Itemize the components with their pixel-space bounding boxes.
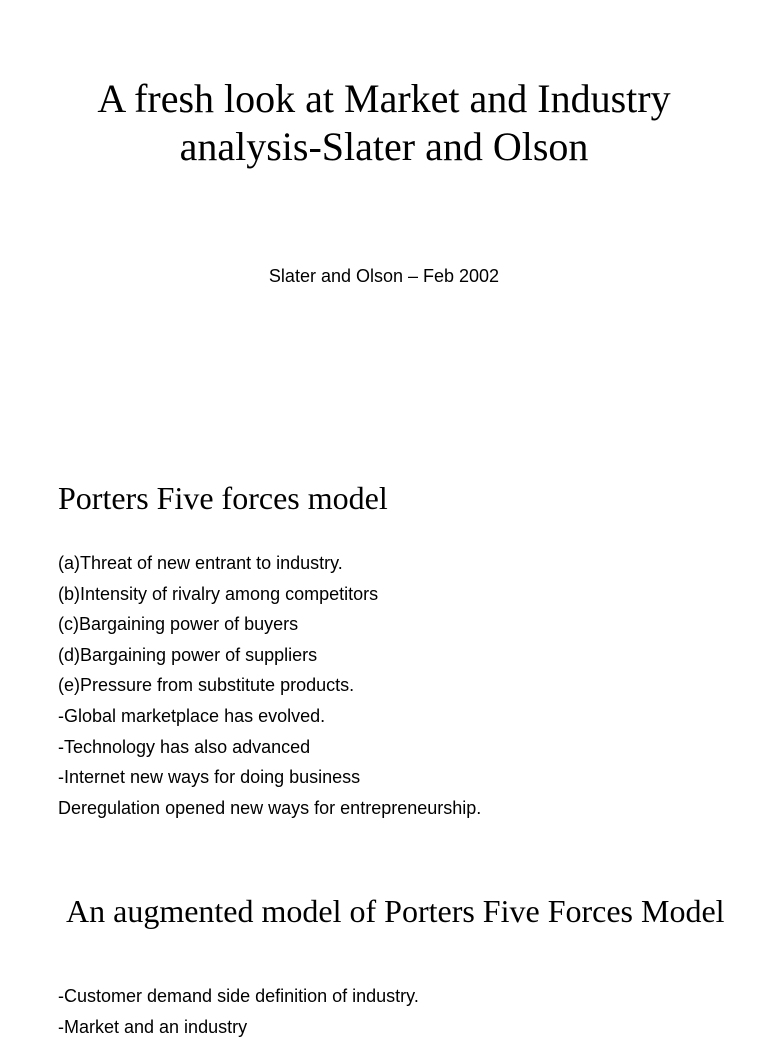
slide-title: Porters Five forces model <box>58 480 388 516</box>
bullet-item: (a)Threat of new entrant to industry. <box>58 553 343 573</box>
slide-subtitle: Slater and Olson – Feb 2002 <box>268 266 500 286</box>
bullet-item: (e)Pressure from substitute products. <box>58 675 355 696</box>
bullet-item: -Global marketplace has evolved. <box>58 705 326 726</box>
slide-title: An augmented model of Porters Five Forces Model <box>58 893 725 929</box>
bullet-item: (d)Bargaining power of suppliers <box>58 644 318 665</box>
bullet-item: Deregulation opened new ways for entrepreneurship. <box>58 797 482 818</box>
bullet-list <box>58 981 738 1042</box>
slide-title: A fresh look at Market and Industry analysis-Slater and Olson <box>97 76 671 169</box>
bullet-item: -Technology has also advanced <box>58 736 311 757</box>
bullet-item: -Market and an industry <box>58 1016 248 1037</box>
bullet-item: (b)Intensity of rivalry among competitors <box>58 583 379 604</box>
bullet-item: (c)Bargaining power of buyers <box>58 614 299 635</box>
bullet-item: -Customer demand side definition of industry. <box>58 986 419 1006</box>
bullet-item: -Internet new ways for doing business <box>58 767 361 788</box>
